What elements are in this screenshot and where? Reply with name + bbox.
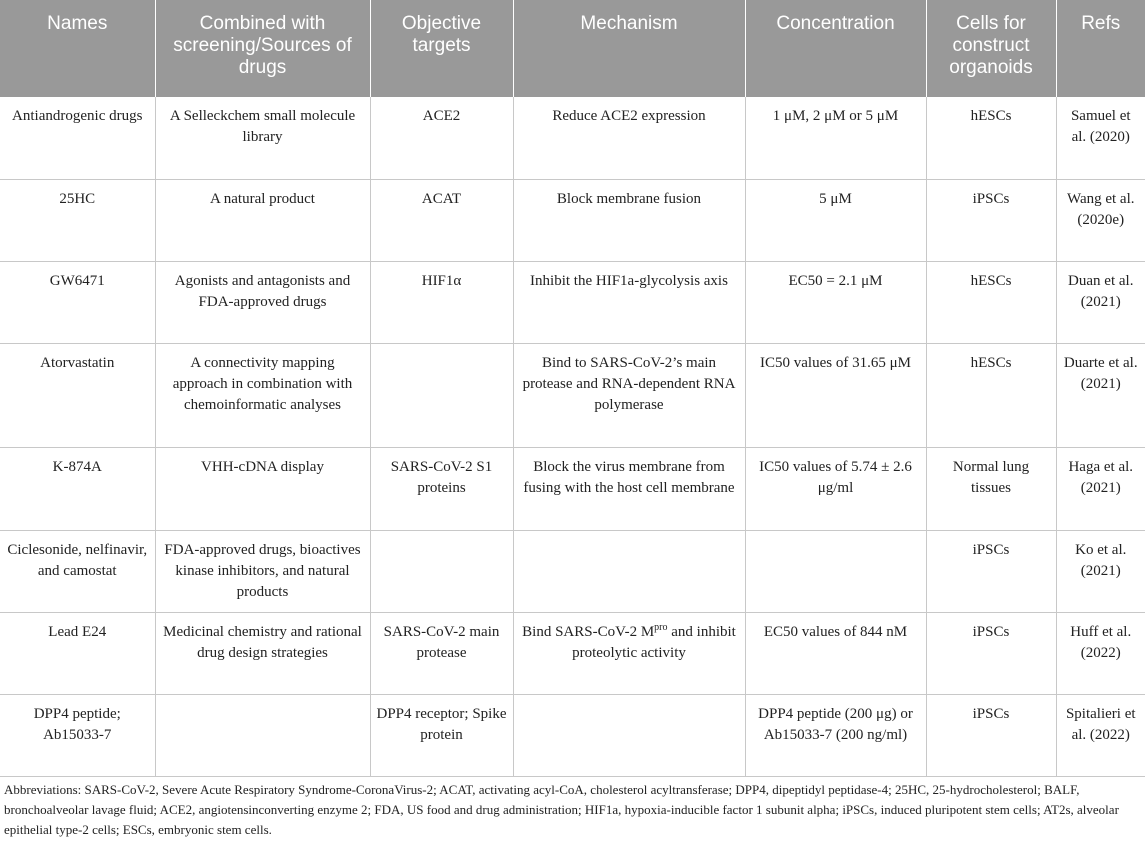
table-row: [0, 343, 1145, 447]
table-row: [0, 97, 1145, 179]
cell-name: Lead E24: [0, 612, 155, 694]
cell-mechanism: Block membrane fusion: [513, 179, 745, 261]
cell-concentration: 5 μM: [745, 179, 926, 261]
cell-target: HIF1α: [370, 261, 513, 343]
cell-concentration: EC50 values of 844 nM: [745, 612, 926, 694]
table-header-row: [0, 0, 1145, 97]
cell-source: A Selleckchem small molecule library: [155, 97, 370, 179]
cell-name: GW6471: [0, 261, 155, 343]
cell-name: K-874A: [0, 447, 155, 530]
cell-concentration: [745, 530, 926, 612]
cell-cells: iPSCs: [926, 694, 1056, 776]
cell-concentration: IC50 values of 5.74 ± 2.6 μg/ml: [745, 447, 926, 530]
cell-ref: Ko et al. (2021): [1056, 530, 1145, 612]
cell-target: SARS-CoV-2 main protease: [370, 612, 513, 694]
header-cells: Cells for construct organoids: [926, 0, 1056, 97]
abbreviations-footnote: Abbreviations: SARS-CoV-2, Severe Acute Respiratory Syndrome-CoronaVirus-2; ACAT, activating acyl-CoA, cholesterol acyltransferase; DPP4, dipeptidyl peptidase-4; 25HC, 25-hydrocholesterol; BALF, bronchoalveolar lavage fluid; ACE2, angiotensinconverting enzyme 2; FDA, US food and drug administration; HIF1a, hypoxia-inducible factor 1 subunit alpha; iPSCs, induced pluripotent stem cells; AT2s, alveolar epithelial type-2 cells; ESCs, embryonic stem cells.: [4, 782, 1119, 837]
header-concentration: Concentration: [745, 0, 926, 97]
cell-target: [370, 530, 513, 612]
cell-name: Antiandrogenic drugs: [0, 97, 155, 179]
cell-concentration: EC50 = 2.1 μM: [745, 261, 926, 343]
cell-cells: iPSCs: [926, 179, 1056, 261]
header-names: Names: [0, 0, 155, 97]
header-mechanism: Mechanism: [513, 0, 745, 97]
cell-source: FDA-approved drugs, bioactives kinase inhibitors, and natural products: [155, 530, 370, 612]
cell-name: Atorvastatin: [0, 343, 155, 447]
cell-ref: Spitalieri et al. (2022): [1056, 694, 1145, 776]
cell-cells: hESCs: [926, 343, 1056, 447]
header-refs: Refs: [1056, 0, 1145, 97]
cell-source: [155, 694, 370, 776]
cell-source: Medicinal chemistry and rational drug design strategies: [155, 612, 370, 694]
table-row: [0, 447, 1145, 530]
cell-ref: Haga et al. (2021): [1056, 447, 1145, 530]
table-row: [0, 612, 1145, 694]
mechanism-text-pre: Bind SARS-CoV-2 M: [522, 623, 655, 640]
cell-ref: Duarte et al. (2021): [1056, 343, 1145, 447]
cell-ref: Wang et al. (2020e): [1056, 179, 1145, 261]
cell-source: VHH-cDNA display: [155, 447, 370, 530]
cell-source: A natural product: [155, 179, 370, 261]
cell-concentration: DPP4 peptide (200 μg) or Ab15033-7 (200 ng/ml): [745, 694, 926, 776]
cell-mechanism: [513, 530, 745, 612]
cell-cells: iPSCs: [926, 530, 1056, 612]
mechanism-superscript: pro: [654, 621, 668, 633]
cell-source: A connectivity mapping approach in combination with chemoinformatic analyses: [155, 343, 370, 447]
table-row: [0, 179, 1145, 261]
cell-target: [370, 343, 513, 447]
cell-source: Agonists and antagonists and FDA-approved drugs: [155, 261, 370, 343]
cell-target: ACAT: [370, 179, 513, 261]
cell-mechanism: Inhibit the HIF1a-glycolysis axis: [513, 261, 745, 343]
cell-target: DPP4 receptor; Spike protein: [370, 694, 513, 776]
cell-target: SARS-CoV-2 S1 proteins: [370, 447, 513, 530]
cell-target: ACE2: [370, 97, 513, 179]
cell-concentration: IC50 values of 31.65 μM: [745, 343, 926, 447]
cell-concentration: 1 μM, 2 μM or 5 μM: [745, 97, 926, 179]
cell-ref: Duan et al. (2021): [1056, 261, 1145, 343]
cell-cells: Normal lung tissues: [926, 447, 1056, 530]
cell-mechanism: Block the virus membrane from fusing with the host cell membrane: [513, 447, 745, 530]
cell-name: DPP4 peptide; Ab15033-7: [0, 694, 155, 776]
cell-mechanism: Reduce ACE2 expression: [513, 97, 745, 179]
cell-cells: iPSCs: [926, 612, 1056, 694]
table-row: [0, 530, 1145, 612]
cell-ref: Samuel et al. (2020): [1056, 97, 1145, 179]
cell-cells: hESCs: [926, 261, 1056, 343]
cell-mechanism: [513, 612, 745, 694]
header-targets: Objective targets: [370, 0, 513, 97]
cell-mechanism: Bind to SARS-CoV-2’s main protease and RNA-dependent RNA polymerase: [513, 343, 745, 447]
cell-name: Ciclesonide, nelfinavir, and camostat: [0, 530, 155, 612]
mechanism-text-post: and inhibit proteolytic activity: [572, 623, 736, 661]
cell-mechanism: [513, 694, 745, 776]
cell-ref: Huff et al. (2022): [1056, 612, 1145, 694]
header-combined: Combined with screening/Sources of drugs: [155, 0, 370, 97]
cell-cells: hESCs: [926, 97, 1056, 179]
table-row: [0, 694, 1145, 776]
cell-name: 25HC: [0, 179, 155, 261]
table-row: [0, 261, 1145, 343]
